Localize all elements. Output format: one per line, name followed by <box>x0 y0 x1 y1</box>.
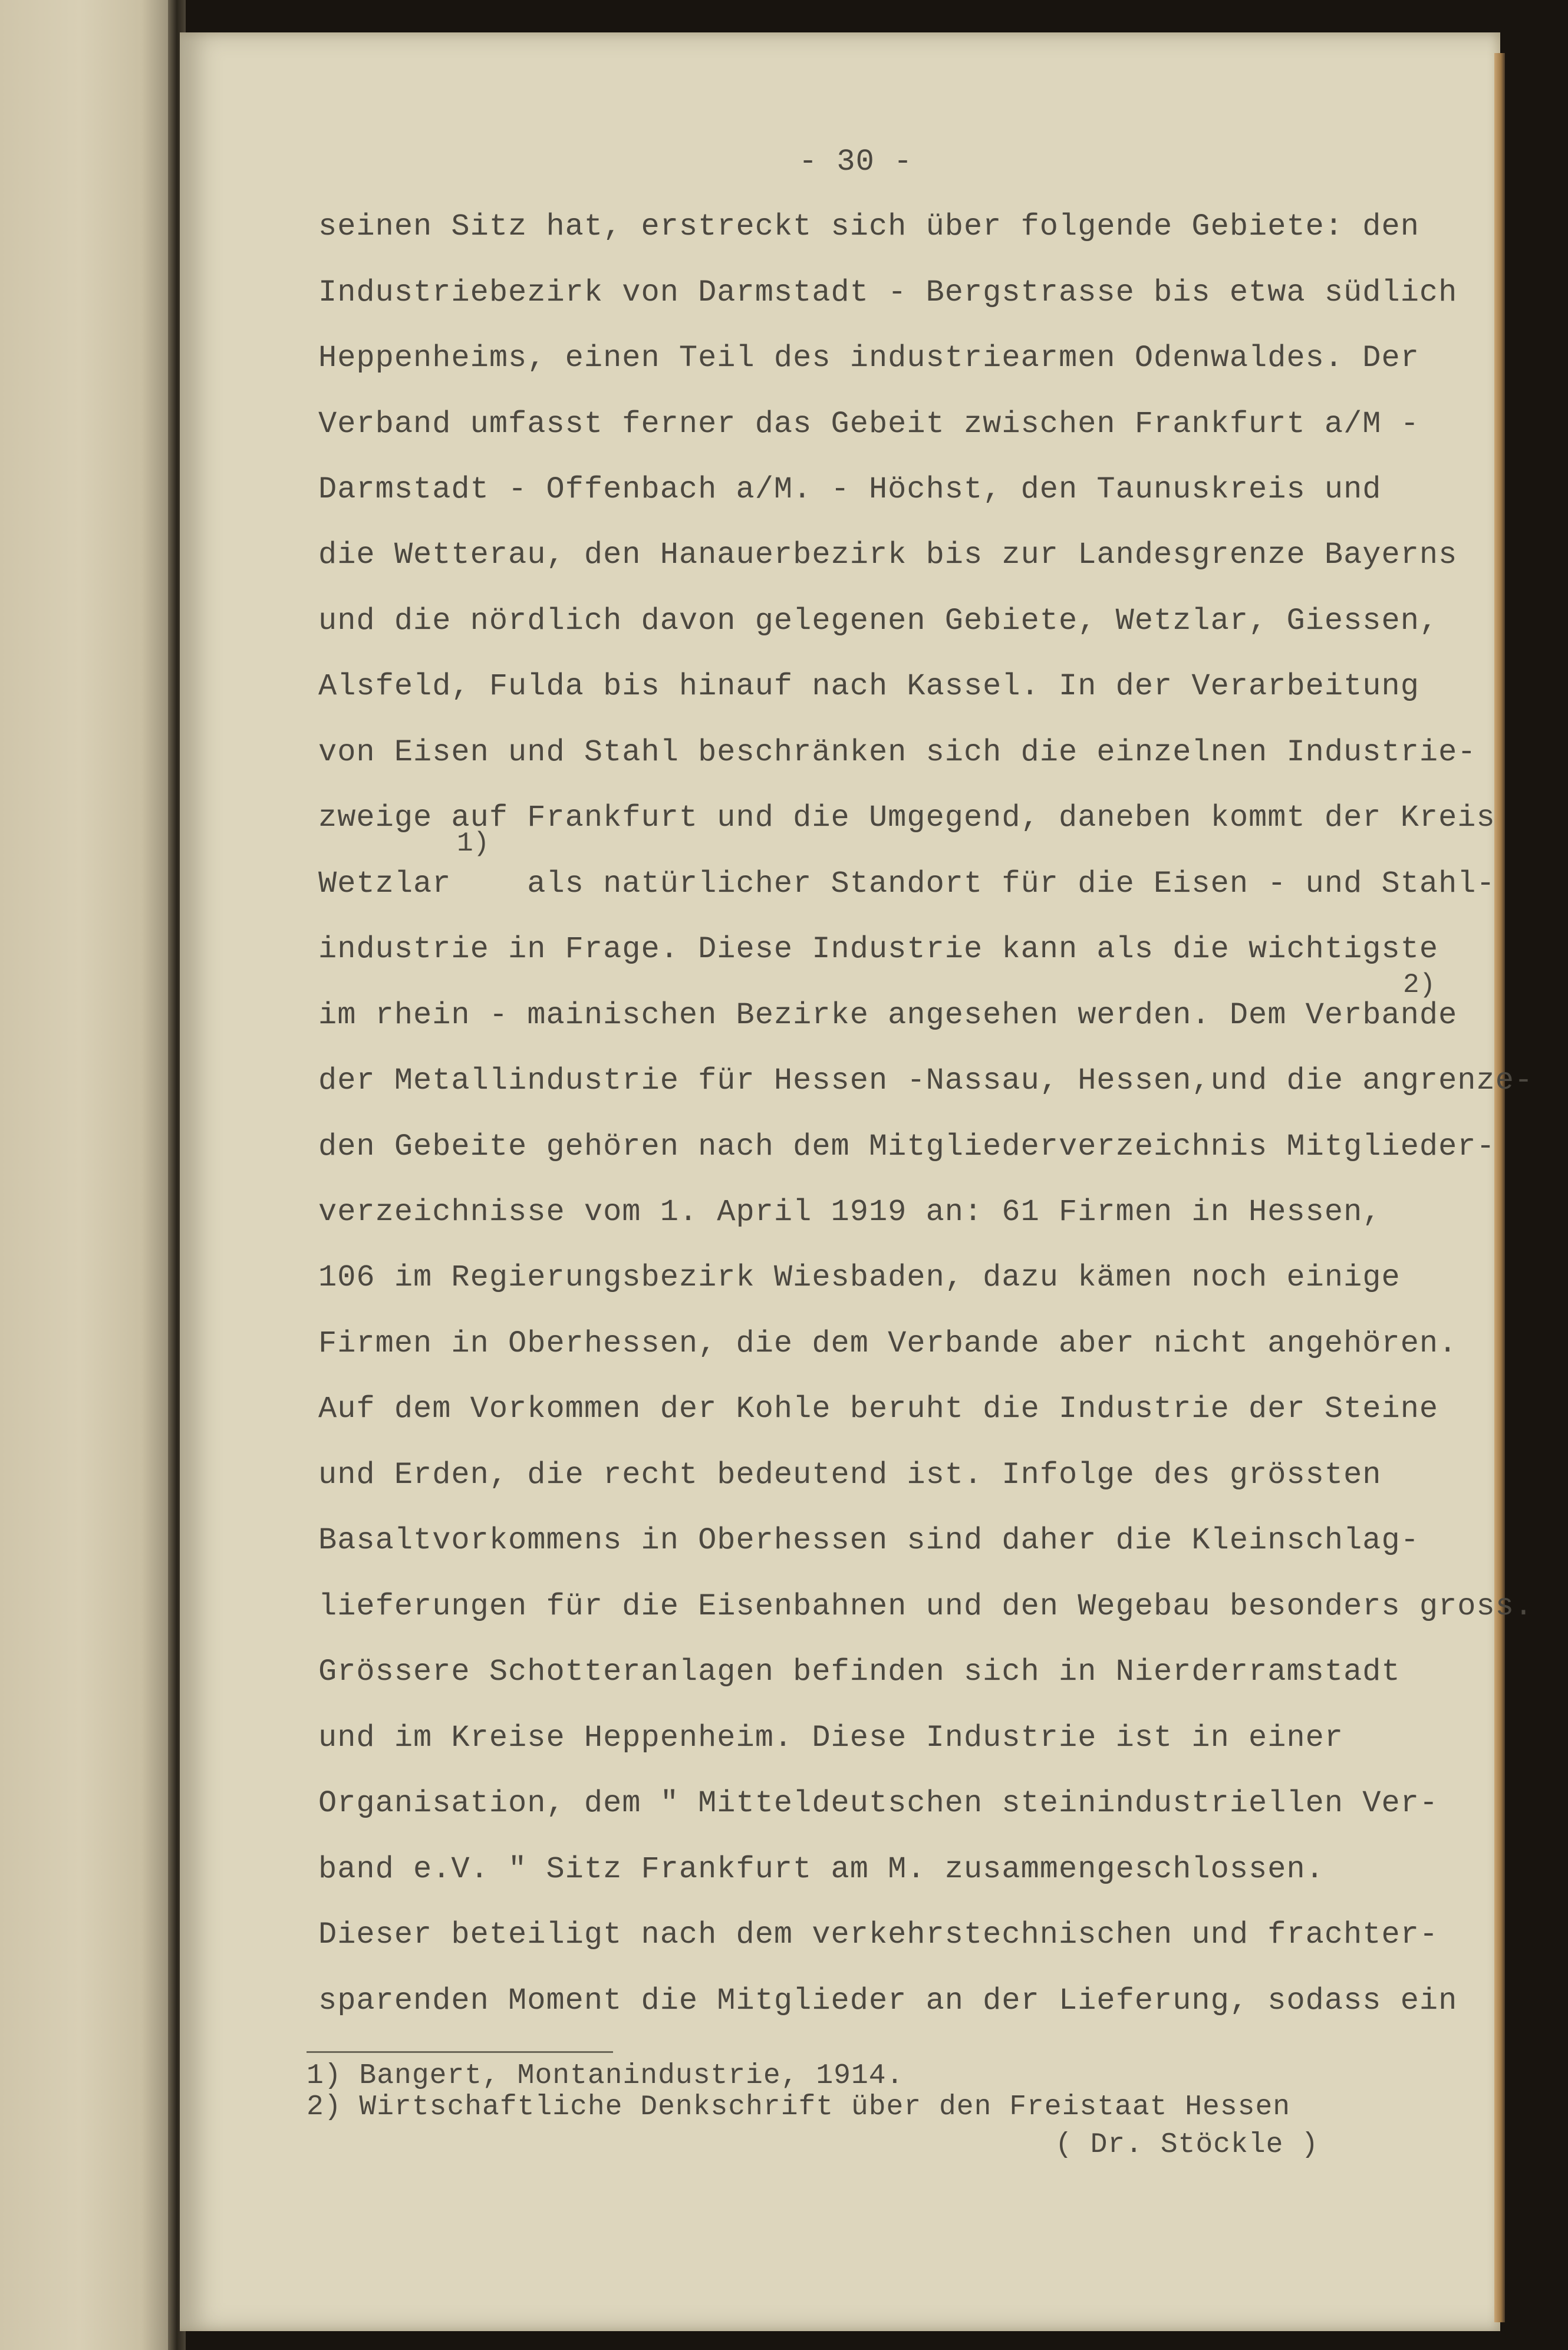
body-line: und Erden, die recht bedeutend ist. Infolge des grössten <box>318 1458 1382 1492</box>
body-line: Basaltvorkommens in Oberhessen sind daher die Kleinschlag- <box>318 1523 1419 1558</box>
body-line: Organisation, dem " Mitteldeutschen steinindustriellen Ver- <box>318 1786 1439 1821</box>
footnote-marker-1: 1) <box>457 828 490 859</box>
body-line: Darmstadt - Offenbach a/M. - Höchst, den Taunuskreis und <box>318 472 1382 507</box>
body-line: Heppenheims, einen Teil des industriearmen Odenwaldes. Der <box>318 341 1419 375</box>
body-line: Wetzlar als natürlicher Standort für die Eisen - und Stahl- <box>318 866 1495 901</box>
footnote-2-author: ( Dr. Stöckle ) <box>1055 2129 1319 2161</box>
body-line: Dieser beteiligt nach dem verkehrstechnischen und frachter- <box>318 1917 1439 1952</box>
body-line: 106 im Regierungsbezirk Wiesbaden, dazu kämen noch einige <box>318 1260 1401 1295</box>
body-line: Verband umfasst ferner das Gebeit zwischen Frankfurt a/M - <box>318 407 1419 441</box>
body-line: die Wetterau, den Hanauerbezirk bis zur Landesgrenze Bayerns <box>318 538 1458 572</box>
body-line: verzeichnisse vom 1. April 1919 an: 61 Firmen in Hessen, <box>318 1195 1382 1230</box>
body-line: Alsfeld, Fulda bis hinauf nach Kassel. In der Verarbeitung <box>318 669 1419 704</box>
body-line: der Metallindustrie für Hessen -Nassau, Hessen,und die angrenze- <box>318 1063 1534 1098</box>
body-line: industrie in Frage. Diese Industrie kann als die wichtigste <box>318 932 1439 967</box>
footnote-2: 2) Wirtschaftliche Denkschrift über den Freistaat Hessen <box>307 2091 1291 2123</box>
body-line: seinen Sitz hat, erstreckt sich über folgende Gebiete: den <box>318 209 1419 244</box>
body-line: Firmen in Oberhessen, die dem Verbande aber nicht angehören. <box>318 1326 1458 1361</box>
body-line: und im Kreise Heppenheim. Diese Industrie ist in einer <box>318 1721 1344 1755</box>
body-line: und die nördlich davon gelegenen Gebiete, Wetzlar, Giessen, <box>318 604 1439 638</box>
body-line: den Gebeite gehören nach dem Mitgliederverzeichnis Mitglieder- <box>318 1129 1495 1164</box>
body-line: sparenden Moment die Mitglieder an der Lieferung, sodass ein <box>318 1983 1458 2018</box>
body-line: von Eisen und Stahl beschränken sich die einzelnen Industrie- <box>318 735 1477 770</box>
body-line: zweige auf Frankfurt und die Umgegend, daneben kommt der Kreis <box>318 800 1495 835</box>
left-page <box>0 0 177 2350</box>
body-line: Grössere Schotteranlagen befinden sich in Nierderramstadt <box>318 1654 1401 1689</box>
footnote-1: 1) Bangert, Montanindustrie, 1914. <box>307 2060 904 2092</box>
footnote-marker-2: 2) <box>1403 970 1436 1000</box>
page-edge <box>1494 53 1505 2322</box>
body-line: lieferungen für die Eisenbahnen und den Wegebau besonders gross. <box>318 1589 1534 1624</box>
footnote-separator <box>307 2051 613 2053</box>
body-line: Industriebezirk von Darmstadt - Bergstrasse bis etwa südlich <box>318 275 1458 310</box>
body-line: Auf dem Vorkommen der Kohle beruht die Industrie der Steine <box>318 1392 1439 1426</box>
body-line: im rhein - mainischen Bezirke angesehen werden. Dem Verbande <box>318 998 1458 1033</box>
page-number: - 30 - <box>799 144 913 179</box>
body-line: band e.V. " Sitz Frankfurt am M. zusammengeschlossen. <box>318 1852 1325 1887</box>
